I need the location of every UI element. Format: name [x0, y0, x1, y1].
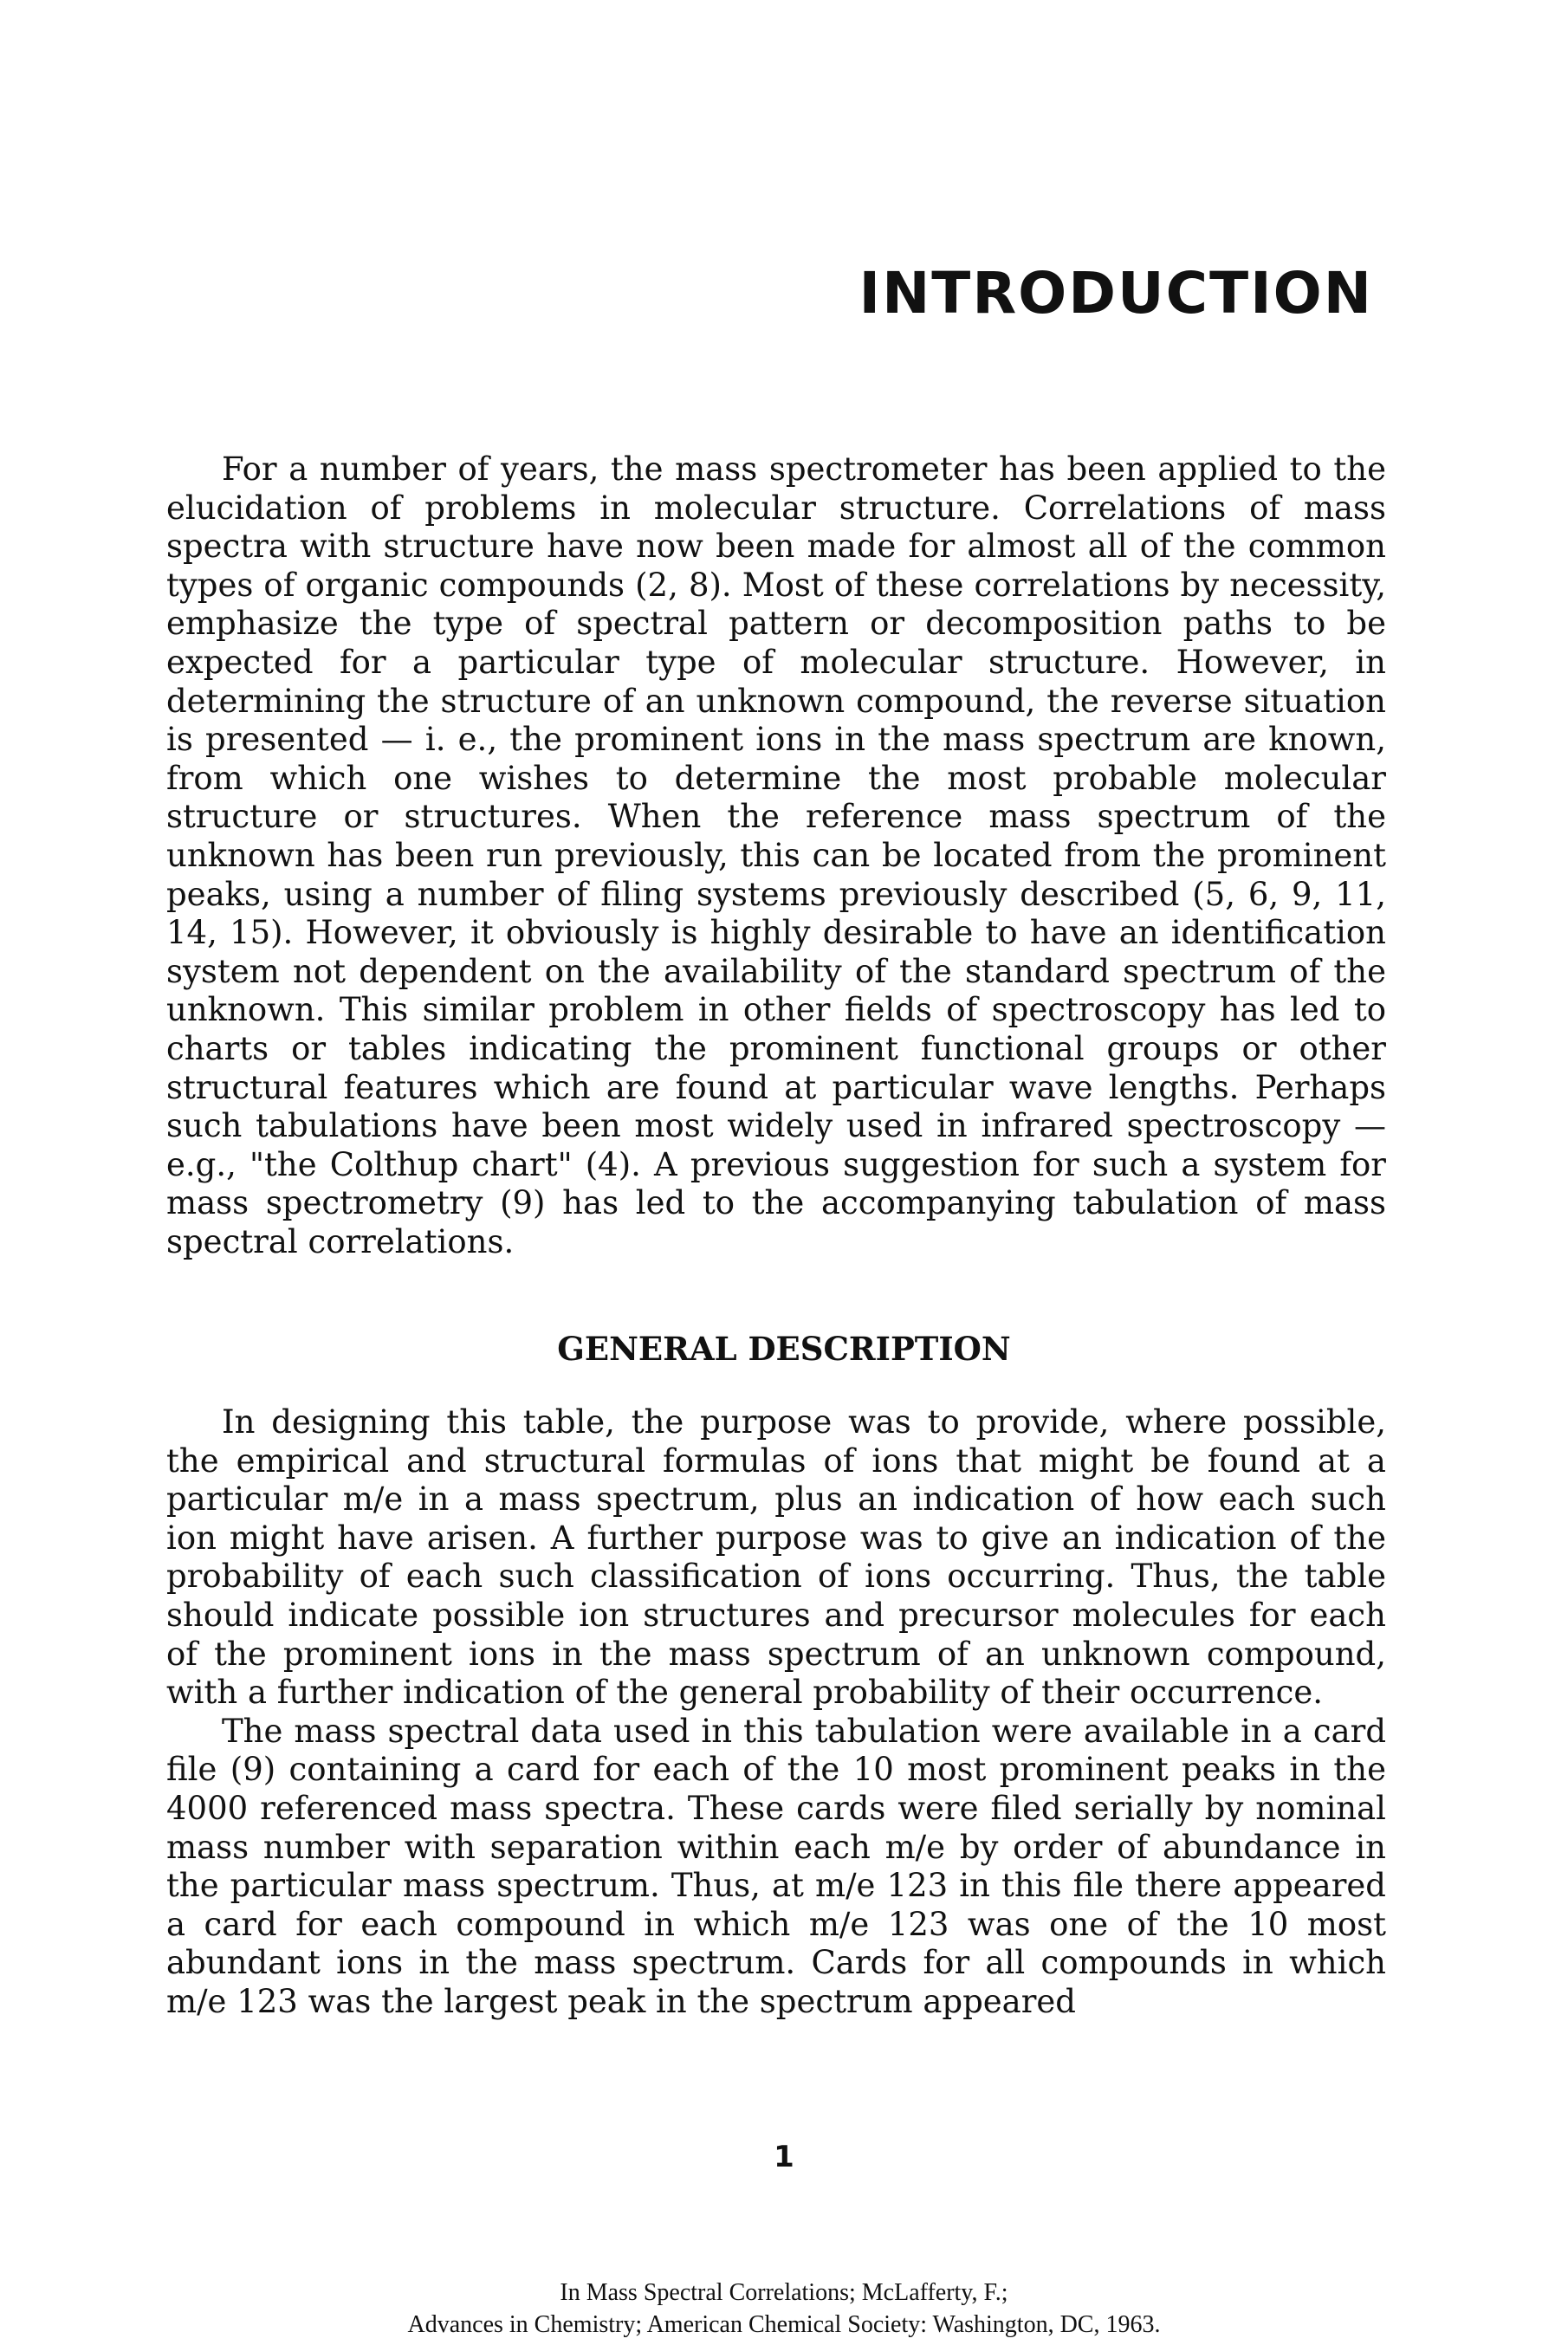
page-number: 1 — [774, 2140, 794, 2174]
intro-paragraph: For a number of years, the mass spectrometer has been applied to the elucidation of problems in molecular structure. Correlations of mass spectra with structure have now been made for almost all of the common types of organic compounds (2, 8). Most of these correlations by necessity, emphasize the type of spectral pattern or decomposition paths to be expected for a particular type of molecular structure. However, in determining the structure of an unknown compound, the reverse situation is presented — i. e., the prominent ions in the mass spectrum are known, from which one wishes to determine the most probable molecular structure or structures. When the reference mass spectrum of the unknown has been run previously, this can be located from the prominent peaks, using a number of filing systems previously described (5, 6, 9, 11, 14, 15). However, it obviously is highly desirable to have an identification system not dependent on the availability of the standard spectrum of the unknown. This similar problem in other fields of spectroscopy has led to charts or tables indicating the prominent functional groups or other structural features which are found at particular wave lengths. Perhaps such tabulations have been most widely used in infrared spectroscopy — e.g., "the Colthup chart" (4). A previous suggestion for such a system for mass spectrometry (9) has led to the accompanying tabulation of mass spectral correlations. — [166, 450, 1386, 1260]
citation-footer — [0, 2277, 1568, 2341]
footer-line-1: In Mass Spectral Correlations; McLafferty, F.; — [560, 2279, 1008, 2306]
general-description-section — [166, 1403, 1386, 2022]
general-paragraph-2: The mass spectral data used in this tabulation were available in a card file (9) containing a card for each of the 10 most prominent peaks in the 4000 referenced mass spectra. These cards were filed serially by nominal mass number with separation within each m/e by order of abundance in the particular mass spectrum. Thus, at m/e 123 in this file there appeared a card for each compound in which m/e 123 was one of the 10 most abundant ions in the mass spectrum. Cards for all compounds in which m/e 123 was the largest peak in the spectrum appeared — [166, 1712, 1386, 2020]
introduction-section — [166, 450, 1386, 1261]
general-paragraph-1: In designing this table, the purpose was to provide, where possible, the empirical and structural formulas of ions that might be found at a particular m/e in a mass spectrum, plus an indication of how each such ion might have arisen. A further purpose was to give an indication of the probability of each such classification of ions occurring. Thus, the table should indicate possible ion structures and precursor molecules for each of the prominent ions in the mass spectrum of an unknown compound, with a further indication of the general probability of their occurrence. — [166, 1403, 1386, 1712]
page-title: INTRODUCTION — [859, 260, 1373, 327]
footer-line-2: Advances in Chemistry; American Chemical Society: Washington, DC, 1963. — [407, 2311, 1161, 2338]
section-heading: GENERAL DESCRIPTION — [557, 1330, 1011, 1368]
